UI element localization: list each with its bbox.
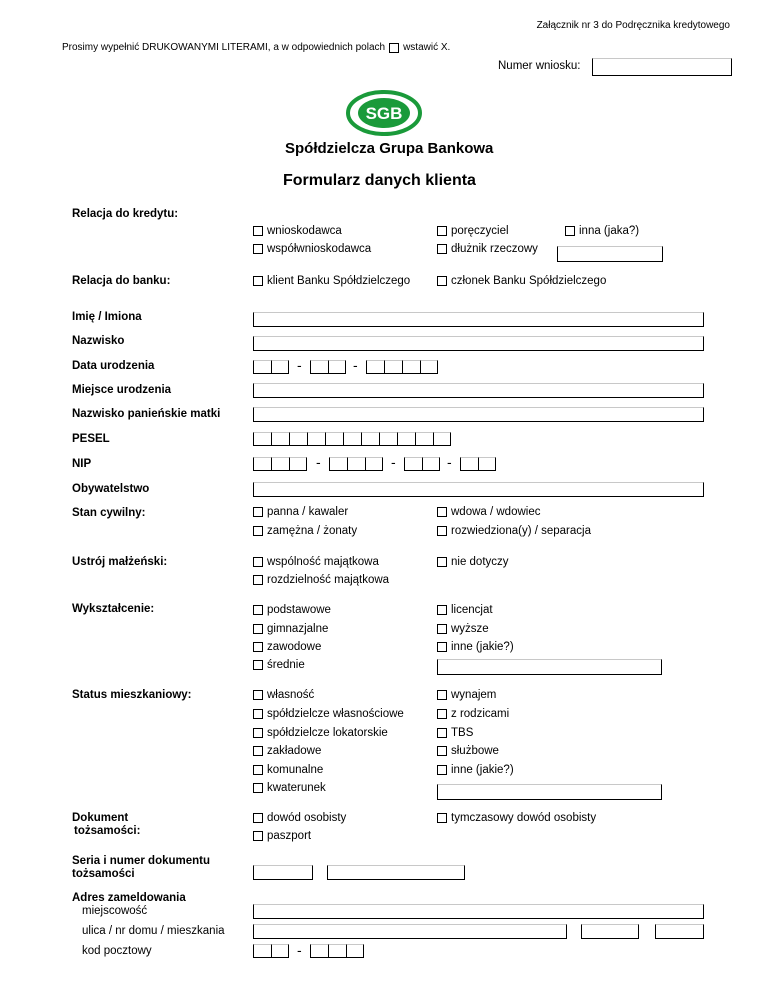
option-zawodowe[interactable]: zawodowe — [253, 641, 321, 653]
checkbox-icon[interactable] — [253, 783, 263, 793]
other-relation-field[interactable] — [557, 246, 663, 262]
checkbox-icon[interactable] — [253, 557, 263, 567]
nip-label: NIP — [72, 458, 92, 470]
checkbox-icon[interactable] — [253, 276, 263, 286]
id-number-label-2: tożsamości — [72, 868, 135, 880]
option-zamezna[interactable]: zamężna / żonaty — [253, 525, 357, 537]
house-number-input[interactable] — [581, 924, 639, 939]
street-input[interactable] — [253, 924, 567, 939]
instruction-text-end: wstawić X. — [403, 42, 451, 53]
checkbox-icon[interactable] — [437, 746, 447, 756]
checkbox-icon[interactable] — [437, 813, 447, 823]
option-zakladowe[interactable]: zakładowe — [253, 745, 321, 757]
city-input[interactable] — [253, 904, 704, 919]
option-licencjat[interactable]: licencjat — [437, 604, 493, 616]
id-series-input[interactable] — [253, 865, 313, 880]
id-document-label-2: tożsamości: — [74, 825, 141, 837]
option-nie-dotyczy[interactable]: nie dotyczy — [437, 556, 509, 568]
marital-status-label: Stan cywilny: — [72, 507, 146, 519]
first-names-input[interactable] — [253, 312, 704, 327]
option-inne-mieszkanie[interactable]: inne (jakie?) — [437, 764, 514, 776]
first-names-label: Imię / Imiona — [72, 311, 142, 323]
checkbox-icon[interactable] — [253, 642, 263, 652]
other-housing-field[interactable] — [437, 784, 662, 800]
nip-separator: - — [447, 454, 452, 470]
option-wspolnosc[interactable]: wspólność majątkowa — [253, 556, 379, 568]
annex-note: Załącznik nr 3 do Podręcznika kredytowego — [536, 20, 730, 31]
option-wspolwnioskodawca[interactable]: współwnioskodawca — [253, 243, 371, 255]
option-rozdzielnosc[interactable]: rozdzielność majątkowa — [253, 574, 389, 586]
option-wyzsze[interactable]: wyższe — [437, 623, 489, 635]
checkbox-icon[interactable] — [437, 226, 447, 236]
id-number-label: Seria i numer dokumentu — [72, 855, 211, 867]
nip-cells-3[interactable] — [404, 457, 440, 471]
checkbox-icon[interactable] — [437, 624, 447, 634]
checkbox-icon[interactable] — [253, 746, 263, 756]
checkbox-icon[interactable] — [253, 660, 263, 670]
street-label: ulica / nr domu / mieszkania — [82, 925, 225, 937]
option-sp-lokatorskie[interactable]: spółdzielcze lokatorskie — [253, 727, 388, 739]
birth-day-cells[interactable] — [253, 360, 289, 374]
instruction-text: Prosimy wypełnić DRUKOWANYMI LITERAMI, a w odpowiednich polach — [62, 42, 386, 53]
mother-maiden-input[interactable] — [253, 407, 704, 422]
checkbox-icon[interactable] — [253, 244, 263, 254]
birth-place-input[interactable] — [253, 383, 704, 398]
education-label: Wykształcenie: — [72, 603, 155, 615]
checkbox-icon[interactable] — [437, 557, 447, 567]
option-tymczasowy[interactable]: tymczasowy dowód osobisty — [437, 812, 596, 824]
application-number-label: Numer wniosku: — [498, 60, 581, 72]
checkbox-icon[interactable] — [253, 690, 263, 700]
nip-separator: - — [391, 454, 396, 470]
mother-maiden-label: Nazwisko panieńskie matki — [72, 408, 221, 420]
pesel-label: PESEL — [72, 433, 110, 445]
postal-label: kod pocztowy — [82, 945, 152, 957]
logo-name: Spółdzielcza Grupa Bankowa — [285, 140, 494, 157]
option-rozwiedziona[interactable]: rozwiedziona(y) / separacja — [437, 525, 591, 537]
option-wdowa[interactable]: wdowa / wdowiec — [437, 506, 540, 518]
option-komunalne[interactable]: komunalne — [253, 764, 323, 776]
option-tbs[interactable]: TBS — [437, 727, 473, 739]
option-czlonek[interactable]: członek Banku Spółdzielczego — [437, 275, 606, 287]
address-label: Adres zameldowania — [72, 892, 186, 904]
option-sp-wlasnosciowe[interactable]: spółdzielcze własnościowe — [253, 708, 404, 720]
postal-separator: - — [297, 942, 302, 958]
other-education-field[interactable] — [437, 659, 662, 675]
option-gimnazjalne[interactable]: gimnazjalne — [253, 623, 328, 635]
option-panna[interactable]: panna / kawaler — [253, 506, 348, 518]
option-kwaterunek[interactable]: kwaterunek — [253, 782, 326, 794]
checkbox-icon[interactable] — [437, 709, 447, 719]
credit-relation-label: Relacja do kredytu: — [72, 208, 179, 220]
checkbox-icon[interactable] — [253, 728, 263, 738]
checkbox-icon[interactable] — [437, 244, 447, 254]
checkbox-sample-icon — [389, 43, 399, 53]
checkbox-icon[interactable] — [253, 831, 263, 841]
birth-year-cells[interactable] — [366, 360, 438, 374]
checkbox-icon[interactable] — [437, 605, 447, 615]
nip-cells-2[interactable] — [329, 457, 383, 471]
form-title: Formularz danych klienta — [283, 172, 476, 189]
id-document-label: Dokument — [72, 812, 129, 824]
city-label: miejscowość — [82, 905, 148, 917]
logo-mark-text: SGB — [365, 104, 403, 123]
checkbox-icon[interactable] — [437, 276, 447, 286]
checkbox-icon[interactable] — [253, 709, 263, 719]
checkbox-icon[interactable] — [253, 575, 263, 585]
sgb-logo-icon — [345, 90, 423, 136]
checkbox-icon[interactable] — [437, 765, 447, 775]
birth-date-label: Data urodzenia — [72, 360, 155, 372]
checkbox-icon[interactable] — [437, 690, 447, 700]
id-number-input[interactable] — [327, 865, 465, 880]
property-regime-label: Ustrój małżeński: — [72, 556, 168, 568]
checkbox-icon[interactable] — [253, 624, 263, 634]
date-separator: - — [353, 357, 358, 373]
checkbox-icon[interactable] — [253, 226, 263, 236]
option-poreczyciel[interactable]: poręczyciel — [437, 225, 509, 237]
option-wynajem[interactable]: wynajem — [437, 689, 496, 701]
checkbox-icon[interactable] — [253, 605, 263, 615]
option-dowod[interactable]: dowód osobisty — [253, 812, 346, 824]
option-inna[interactable]: inna (jaka?) — [565, 225, 639, 237]
date-separator: - — [297, 357, 302, 373]
pesel-cells[interactable] — [253, 432, 451, 446]
option-wlasnosc[interactable]: własność — [253, 689, 314, 701]
citizenship-input[interactable] — [253, 482, 704, 497]
apartment-number-input[interactable] — [655, 924, 704, 939]
citizenship-label: Obywatelstwo — [72, 483, 150, 495]
checkbox-icon[interactable] — [253, 765, 263, 775]
bank-relation-label: Relacja do banku: — [72, 275, 171, 287]
checkbox-icon[interactable] — [253, 507, 263, 517]
option-paszport[interactable]: paszport — [253, 830, 311, 842]
application-number-field[interactable] — [592, 58, 732, 76]
option-wnioskodawca[interactable]: wnioskodawca — [253, 225, 342, 237]
option-inne-wyksztalcenie[interactable]: inne (jakie?) — [437, 641, 514, 653]
checkbox-icon[interactable] — [565, 226, 575, 236]
option-podstawowe[interactable]: podstawowe — [253, 604, 331, 616]
checkbox-icon[interactable] — [253, 813, 263, 823]
checkbox-icon[interactable] — [437, 526, 447, 536]
option-sluzbowe[interactable]: służbowe — [437, 745, 499, 757]
checkbox-icon[interactable] — [253, 526, 263, 536]
option-z-rodzicami[interactable]: z rodzicami — [437, 708, 509, 720]
option-dluznik[interactable]: dłużnik rzeczowy — [437, 243, 538, 255]
postal-cells-1[interactable] — [253, 944, 289, 958]
checkbox-icon[interactable] — [437, 642, 447, 652]
surname-label: Nazwisko — [72, 335, 125, 347]
postal-cells-2[interactable] — [310, 944, 364, 958]
checkbox-icon[interactable] — [437, 728, 447, 738]
checkbox-icon[interactable] — [437, 507, 447, 517]
option-klient[interactable]: klient Banku Spółdzielczego — [253, 275, 410, 287]
nip-cells-4[interactable] — [460, 457, 496, 471]
surname-input[interactable] — [253, 336, 704, 351]
instruction-line — [62, 42, 450, 53]
birth-month-cells[interactable] — [310, 360, 346, 374]
housing-label: Status mieszkaniowy: — [72, 689, 192, 701]
option-srednie[interactable]: średnie — [253, 659, 305, 671]
nip-cells-1[interactable] — [253, 457, 307, 471]
nip-separator: - — [316, 454, 321, 470]
birth-place-label: Miejsce urodzenia — [72, 384, 172, 396]
